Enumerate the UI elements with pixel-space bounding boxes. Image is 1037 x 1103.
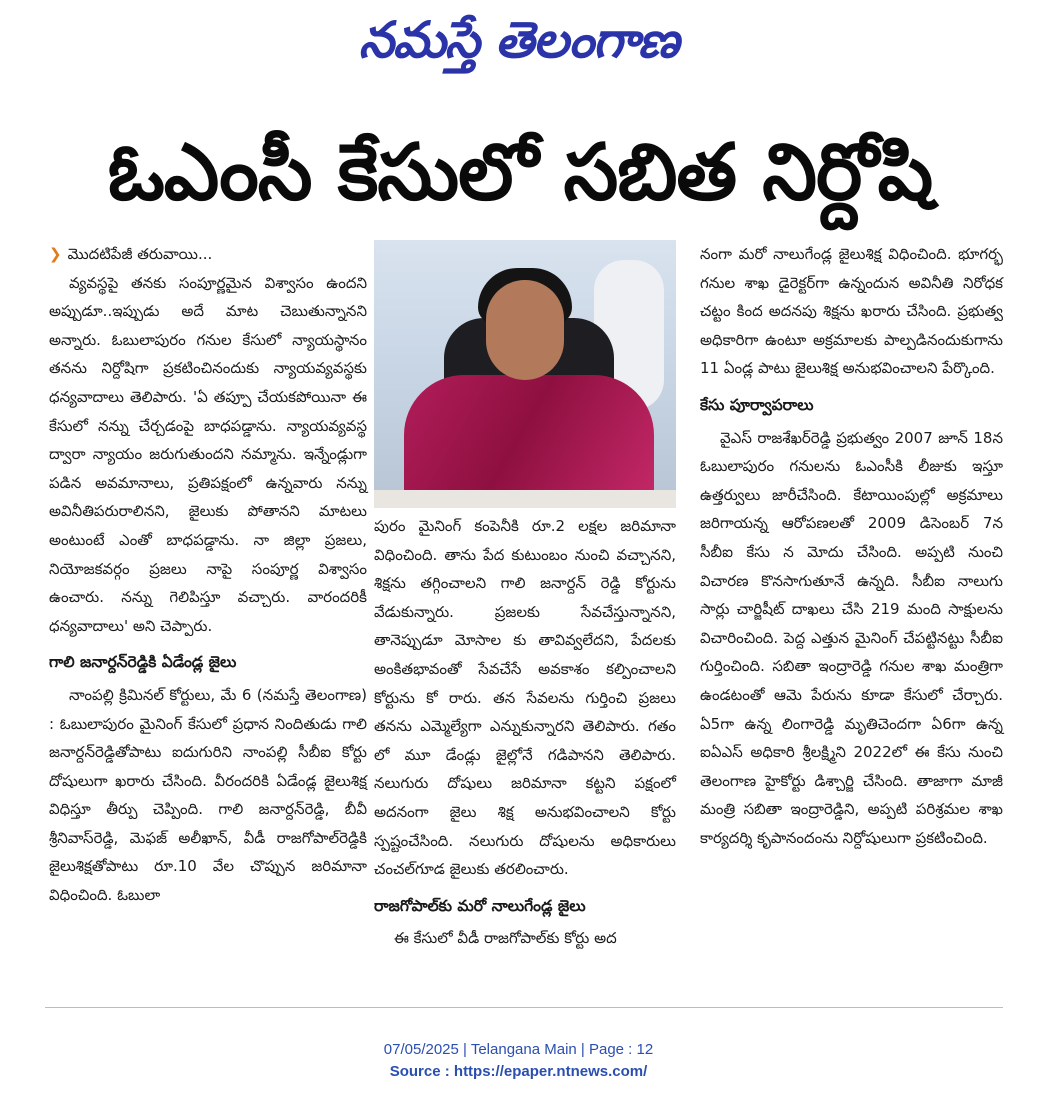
paragraph: ఈ కేసులో వీడీ రాజగోపాల్‌కు కోర్టు అద — [394, 929, 617, 948]
article-column-1 — [49, 240, 367, 910]
paragraph: నంగా మరో నాలుగేండ్ల జైలుశిక్ష విధించింది. భూగర్భ గనుల శాఖ డైరెక్టర్‌గా ఉన్నందున అవినీతి నిరోధక చట్టం కింద అదనపు శిక్షను ఖరారు చేసింది. ప్రభుత్వ అధికారిగా ఉంటూ అక్రమాలకు పాల్పడినందుకుగాను 11 ఏండ్ల పాటు జైలుశిక్ష అనుభవించాలని పేర్కొంది. — [700, 245, 1003, 378]
article-column-3 — [700, 240, 1003, 852]
footer-edition-info: 07/05/2025 | Telangana Main | Page : 12 — [383, 1041, 654, 1058]
paragraph: పురం మైనింగ్ కంపెనీకి రూ.2 లక్షల జరిమానా విధించింది. తాను పేద కుటుంబం నుంచి వచ్చానని, శిక్షను తగ్గించాలని గాలి జనార్దన్ రెడ్డి కోర్టును వేడుకున్నారు. ప్రజలకు సేవచేస్తున్నానని, తానెప్పుడూ మోసాల కు తావివ్వలేదని, పేదలకు అంకితభావంతో సేవచేసే అవకాశం కల్పించాలని కోర్టును కో రారు. తన సేవలను గుర్తించి ప్రజలు తనను ఎమ్మెల్యేగా ఎన్నుకున్నారని తెలిపారు. గతం లో మూ డేండ్లు జైల్లోనే గడిపానని తెలిపారు. నలుగురు దోషులు జరిమానా కట్టని పక్షంలో అదనంగా జైలు శిక్ష అనుభవించాలని కోర్టు స్పష్టంచేసింది. నలుగురు దోషులను అధికారులు చంచల్‌గూడ జైలుకు తరలించారు. — [374, 517, 676, 879]
paragraph: నాంపల్లి క్రిమినల్ కోర్టులు, మే 6 (నమస్తే తెలంగాణ) : ఓబులాపురం మైనింగ్ కేసులో ప్రధాన నిందితుడు గాలి జనార్దన్‌రెడ్డితోపాటు ఐదుగురిని నాంపల్లి సీబీఐ కోర్టు దోషులుగా ఖరారు చేసింది. వీరందరికి ఏడేండ్ల జైలుశిక్ష విధిస్తూ తీర్పు చెప్పింది. గాలి జనార్దన్‌రెడ్డి, బీవీ శ్రీనివాస్‌రెడ్డి, మెఫజ్ అలీఖాన్, వీడీ రాజగోపాల్‌రెడ్డికి జైలుశిక్షతోపాటు రూ.10 వేల చొప్పున జరిమానా విధించింది. ఓబులా — [49, 685, 367, 905]
headline — [40, 118, 1000, 228]
masthead-title: నమస్తే తెలంగాణ — [358, 11, 679, 69]
subheading: రాజగోపాల్‌కు మరో నాలుగేండ్ల జైలు — [374, 896, 586, 915]
jump-line — [49, 240, 367, 269]
photo-desk — [374, 490, 676, 508]
photo-person-face — [486, 280, 564, 380]
footer-divider — [45, 1007, 1003, 1008]
footer-source: Source : https://epaper.ntnews.com/ — [389, 1063, 648, 1080]
subheading: గాలి జనార్దన్‌రెడ్డికి ఏడేండ్ల జైలు — [49, 653, 237, 672]
chevron-right-icon: ❯ — [49, 245, 62, 263]
paragraph: వ్యవస్థపై తనకు సంపూర్ణమైన విశ్వాసం ఉందని అప్పుడూ..ఇప్పుడు అదే మాట చెబుతున్నానని అన్నారు. ఓబులాపురం గనుల కేసులో న్యాయస్థానం తనను నిర్దోషిగా ప్రకటించినందుకు న్యాయవ్యవస్థకు ధన్యవాదాలు తెలిపారు. 'ఏ తప్పూ చేయకపోయినా ఈ కేసులో నన్ను చేర్చడంపై బాధపడ్డాను. న్యాయవ్యవస్థ ద్వారా న్యాయం జరుగుతుందని నమ్మాను. ఇన్నేండ్లుగా పడిన అవమానాలు, ప్రతిపక్షంలో ఉన్నవారు నన్ను అవినీతిపరురాలినని, జైలుకు పోతానని మాటలు అంటుంటే ఎంతో బాధపడ్డాను. నా జిల్లా ప్రజలు, నియోజకవర్గం ప్రజలు నాపై సంపూర్ణ విశ్వాసం ఉంచారు. నన్ను గెలిపిస్తూ వచ్చారు. వారందరికీ ధన్యవాదాలు' అని చెప్పారు. — [49, 273, 367, 635]
subheading: కేసు పూర్వాపరాలు — [700, 395, 814, 414]
article-photo — [374, 240, 676, 508]
headline-text: ఓఎంసీ కేసులో సబిత నిర్దోషి — [107, 128, 933, 218]
jump-text: మొదటిపేజీ తరువాయి... — [67, 245, 213, 263]
article-column-2 — [374, 512, 676, 953]
masthead — [0, 4, 1037, 76]
paragraph: వైఎస్ రాజశేఖర్‌రెడ్డి ప్రభుత్వం 2007 జూన్ 18న ఓబులాపురం గనులను ఓఎంసీకి లీజుకు ఇస్తూ ఉత్తర్వులు జారీచేసింది. కేటాయింపుల్లో అక్రమాలు జరిగాయన్న ఆరోపణలతో 2009 డిసెంబర్ 7న సీబీఐ కేసు న మోదు చేసింది. అప్పటి నుంచి విచారణ కొనసాగుతూనే ఉన్నది. సీబీఐ నాలుగు సార్లు చార్జిషీట్ దాఖలు చేసి 219 మంది సాక్షులను విచారించింది. పెద్ద ఎత్తున మైనింగ్ చేపట్టినట్టు సీబీఐ గుర్తించింది. సబితా ఇంద్రారెడ్డి గనుల శాఖ మంత్రిగా ఉండటంతో ఆమె పేరును కూడా కేసులో చేర్చారు. ఏ5గా ఉన్న లింగారెడ్డి మృతిచెందగా ఏ6గా ఉన్న ఐఏఎస్ అధికారి శ్రీలక్ష్మిని 2022లో ఈ కేసు నుంచి తెలంగాణ హైకోర్టు డిశ్చార్జి చేసింది. తాజాగా మాజీ మంత్రి సబితా ఇంద్రారెడ్డిని, అప్పటి పరిశ్రమల శాఖ కార్యదర్శి కృపానందంను నిర్దోషులుగా ప్రకటించింది. — [700, 428, 1003, 847]
photo-person-body — [404, 375, 654, 508]
